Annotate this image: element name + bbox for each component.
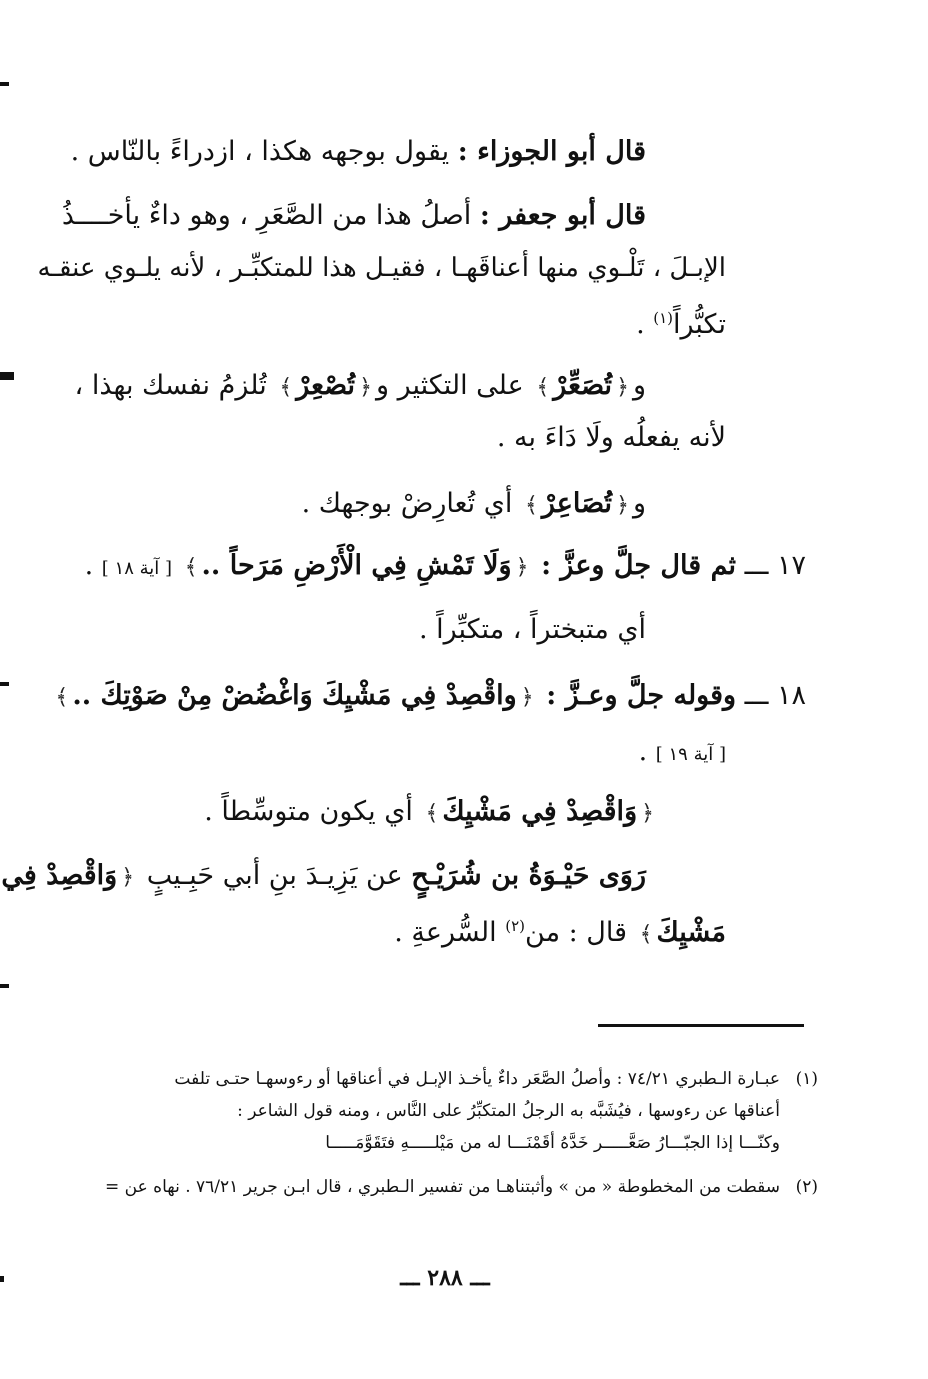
verse-dash: ـــ — [744, 680, 769, 711]
footnote-1-verse: وكنّـــا إذا الجبّـــارُ صَعَّـــــر خَدَّهُ أقَمْنَـــا له من مَيْلـــــهِ فتَقَوَّمَـــــا — [325, 1133, 780, 1153]
ornament-bracket-icon: ﴿ — [616, 375, 629, 400]
paragraph-tusaair — [302, 484, 646, 526]
paragraph-waqsid — [204, 792, 658, 834]
scan-margin-mark — [0, 682, 9, 686]
paragraph-text: أصلُ هذا من الصَّعَرِ ، وهو داءٌ يأخــــذُ — [61, 200, 472, 231]
paragraph-haywa-line2 — [394, 906, 726, 955]
paragraph-abu-jafar-line3 — [636, 298, 726, 345]
paragraph-text: أي تُعارِضْ بوجهك . — [301, 488, 513, 519]
page-number: ـــ ٢٨٨ ـــ — [400, 1265, 490, 1291]
paragraph-text: على التكثير و — [375, 370, 524, 401]
verse-17-heading — [85, 546, 806, 589]
quran-ayah: وَاقْصِدْ فِي — [1, 860, 118, 891]
footnote-2-line1: سقطت من المخطوطة « من » وأثبتناهـا من تفسير الـطبري ، قال ابـن جرير ٧٦/٢١ . نهاه عن = — [105, 1177, 780, 1197]
paragraph-text: قال : من — [525, 917, 628, 948]
verse-18-reference — [639, 732, 726, 775]
ornament-bracket-icon: ﴿ — [121, 865, 135, 890]
ornament-bracket-icon: ﴾ — [425, 801, 439, 826]
ayah-reference: [ آية ١٨ ] — [101, 558, 173, 579]
paragraph-text: الإبـلَ ، تَلْـوي منها أعناقَهـا ، فقيـل هذا للمتكبِّـر ، لأنه يلـوي عنقـه — [37, 253, 726, 283]
paragraph-abu-jafar-line2 — [37, 248, 726, 288]
paragraph-text: يقول بوجهه هكذا ، ازدراءً بالنّاس . — [70, 136, 450, 167]
ornament-bracket-icon: ﴾ — [639, 922, 653, 947]
quran-ayah: واقْصِدْ فِي مَشْيِكَ وَاغْضُضْ مِنْ صَوْتِكَ .. — [72, 680, 517, 711]
conjunction: و — [632, 488, 646, 519]
punctuation: . — [84, 550, 94, 581]
ornament-bracket-icon: ﴾ — [184, 555, 198, 580]
scan-margin-mark — [0, 984, 9, 988]
footnote-1-line1: عبـارة الـطبري ٧٤/٢١ : وأصلُ الصَّعَر داءٌ يأخـذ الإبـل في أعناقها أو رءوسهـا حتـى تلفت — [174, 1069, 780, 1089]
ayah-reference: [ آية ١٩ ] — [655, 744, 726, 765]
paragraph-tusair-line1 — [75, 366, 646, 408]
paragraph-text: تكبُّراً — [673, 309, 726, 340]
paragraph-text: أي يكون متوسِّطاً . — [204, 796, 413, 827]
conjunction: و — [632, 370, 646, 401]
verse-number: ١٧ — [776, 550, 806, 581]
verse-17-gloss — [419, 610, 646, 650]
quran-word: تُصَعِّرْ — [553, 370, 613, 401]
paragraph-text: عن يَزِيـدَ بنِ أبي حَبِـيبٍ — [146, 860, 403, 891]
paragraph-haywa-line1 — [1, 856, 646, 898]
quran-ayah: وَلَا تَمْشِ فِي الْأَرْضِ مَرَحاً .. — [201, 550, 512, 581]
footnote-ref-2: (٢) — [505, 917, 526, 935]
ornament-bracket-icon: ﴿ — [520, 685, 534, 710]
paragraph-text: السُّرعةِ . — [394, 917, 497, 948]
quran-ayah: مَشْيِكَ — [656, 917, 726, 948]
ornament-bracket-icon: ﴾ — [279, 375, 293, 400]
ornament-bracket-icon: ﴿ — [515, 555, 529, 580]
punctuation: . — [636, 309, 654, 340]
footnote-1-line2: أعناقها عن رءوسها ، فيُشَبَّه به الرجلُ المتكبِّرُ على النَّاس ، ومنه قول الشاعر : — [237, 1101, 780, 1121]
paragraph-text: تُلزمُ نفسك بهذا ، — [74, 370, 267, 401]
narrator-name: رَوَى حَيْـوَةُ بن شُرَيْـحٍ — [411, 860, 646, 891]
footnote-number: (١) — [795, 1069, 818, 1089]
paragraph-text: أي متبختراً ، متكبِّراً . — [418, 614, 646, 645]
scan-margin-mark — [0, 82, 9, 86]
paragraph-text: لأنه يفعلُه ولَا دَاءَ به . — [496, 422, 726, 453]
ornament-bracket-icon: ﴾ — [55, 685, 69, 710]
ornament-bracket-icon: ﴿ — [641, 801, 654, 826]
ornament-bracket-icon: ﴿ — [359, 375, 372, 400]
footnote-number: (٢) — [795, 1177, 818, 1197]
scan-margin-mark — [0, 372, 14, 380]
verse-intro: ثم قال جلَّ وعزَّ : — [541, 550, 737, 581]
paragraph-abu-jafar-line1 — [62, 196, 646, 236]
speaker-name: قال أبو الجوزاء : — [457, 136, 646, 167]
verse-18-heading — [51, 676, 806, 718]
paragraph-abu-aljawza — [71, 132, 646, 172]
verse-dash: ـــ — [744, 550, 769, 581]
ornament-bracket-icon: ﴿ — [616, 493, 629, 518]
ornament-bracket-icon: ﴾ — [536, 375, 550, 400]
paragraph-tusair-line2 — [497, 418, 726, 458]
quran-word: تُصْعِرْ — [296, 370, 356, 401]
punctuation: . — [638, 736, 648, 767]
footnote-ref-1: (١) — [653, 309, 674, 327]
speaker-name: قال أبو جعفر : — [479, 200, 646, 231]
verse-number: ١٨ — [776, 680, 806, 711]
ornament-bracket-icon: ﴾ — [525, 493, 538, 518]
verse-intro: وقوله جلَّ وعـزَّ : — [546, 680, 737, 711]
scan-margin-mark — [0, 1276, 4, 1282]
quran-word: تُصَاعِرْ — [541, 488, 613, 519]
quran-ayah: وَاقْصِدْ فِي مَشْيِكَ — [442, 796, 638, 827]
footnote-separator — [598, 1024, 804, 1027]
